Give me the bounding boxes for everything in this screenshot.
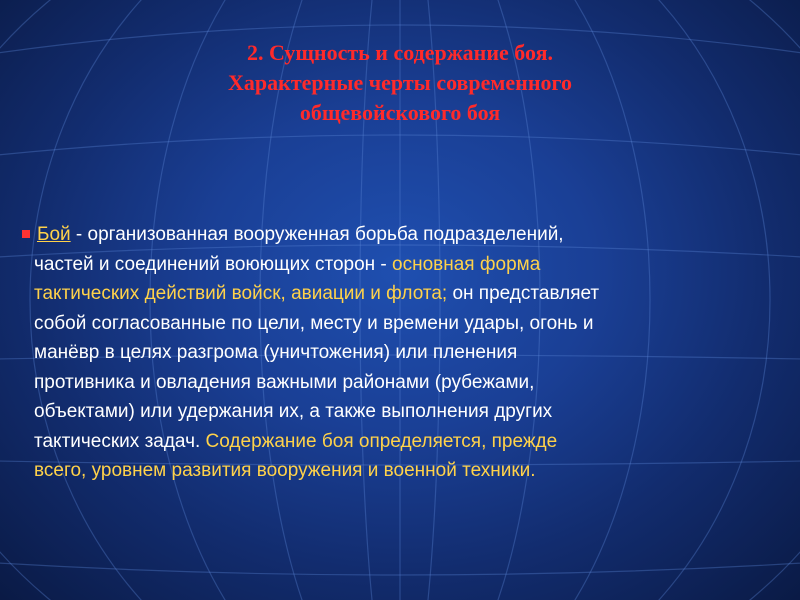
bullet-line-8 xyxy=(22,427,772,457)
bullet-line-1 xyxy=(22,220,772,250)
text-segment: манёвр в целях разгрома (уничтожения) или пленения xyxy=(34,342,518,363)
highlight-segment: всего, уровнем развития вооружения и военной техники. xyxy=(34,460,536,481)
slide-title xyxy=(100,38,700,128)
highlight-segment: Содержание боя определяется, прежде xyxy=(205,430,558,452)
bullet-line-4 xyxy=(22,309,772,339)
title-line-3: общевойскового боя xyxy=(299,100,501,125)
term-boy: Бой xyxy=(37,224,71,245)
highlight-segment: тактических действий войск, авиации и флота; xyxy=(34,283,448,304)
bullet-marker-icon xyxy=(22,230,30,238)
bullet-line-3 xyxy=(22,279,772,309)
bullet-line-6 xyxy=(22,368,772,398)
text-segment: - организованная вооруженная борьба подразделений, xyxy=(70,224,564,245)
text-segment: частей и соединений воюющих сторон - xyxy=(34,253,393,275)
highlight-segment: основная форма xyxy=(392,253,541,275)
text-segment: противника и овладения важными районами (рубежами, xyxy=(34,371,535,393)
text-segment: собой согласованные по цели, месту и времени удары, огонь и xyxy=(34,312,594,334)
bullet-line-5 xyxy=(22,338,772,368)
text-segment: он представляет xyxy=(447,283,600,304)
title-line-1: 2. Сущность и содержание боя. xyxy=(247,40,553,65)
text-segment: объектами) или удержания их, а также выполнения других xyxy=(34,401,553,422)
bullet-paragraph xyxy=(22,220,772,486)
bullet-line-9 xyxy=(22,456,772,486)
text-segment: тактических задач. xyxy=(34,430,206,452)
bullet-line-2 xyxy=(22,250,772,280)
title-line-2: Характерные черты современного xyxy=(228,70,572,95)
bullet-line-7 xyxy=(22,397,772,427)
